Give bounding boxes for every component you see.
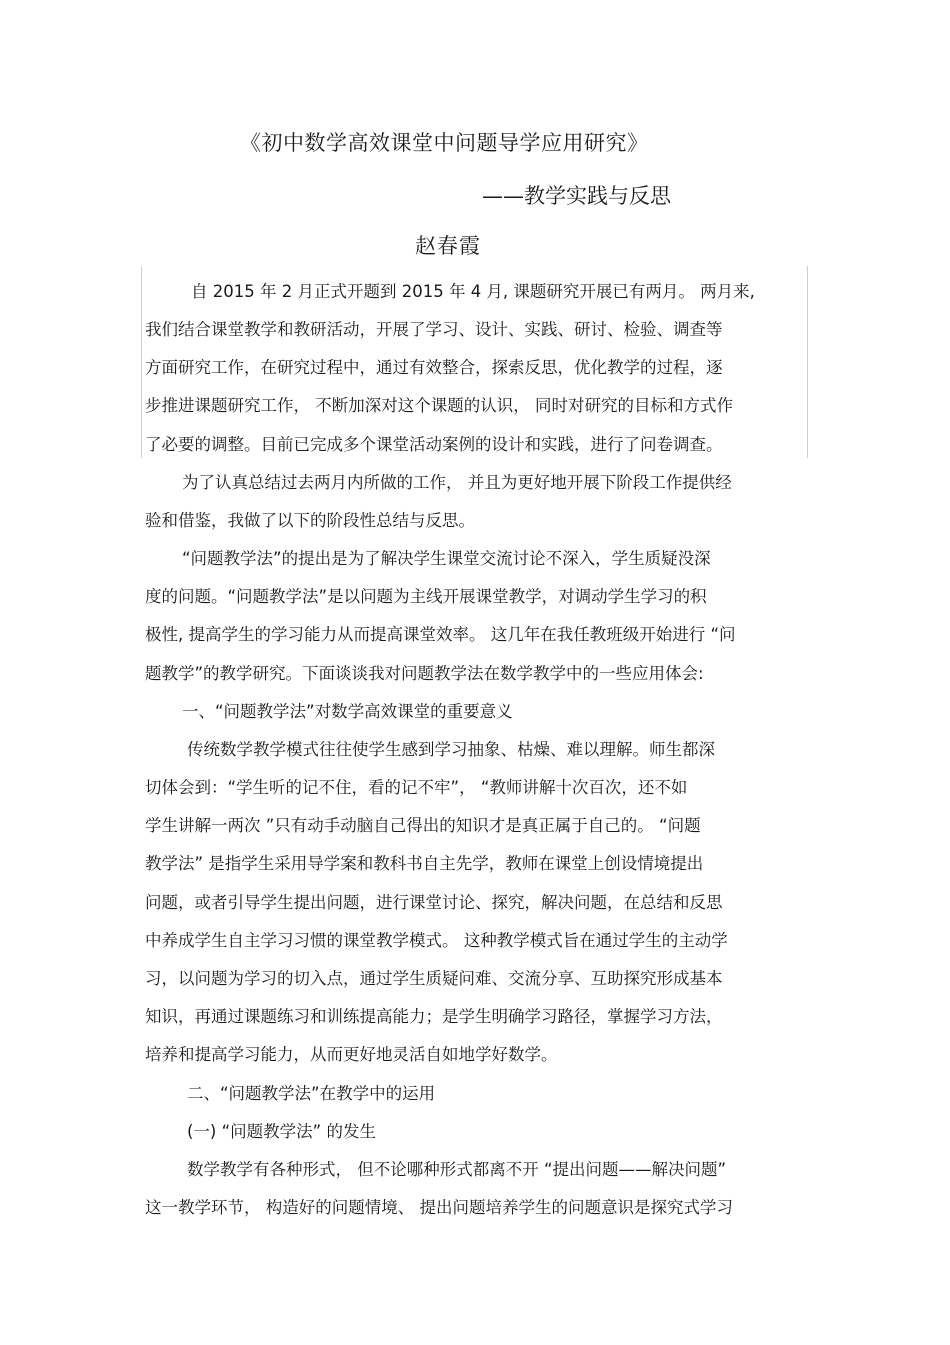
paragraph-line: 题教学”的教学研究。下面谈谈我对问题教学法在数学教学中的一些应用体会: [145, 664, 704, 683]
paragraph-line: 极性, 提高学生的学习能力从而提高课堂效率。 这几年在我任教班级开始进行 “问 [145, 625, 736, 644]
paragraph-line: 验和借鉴，我做了以下的阶段性总结与反思。 [145, 511, 475, 530]
paragraph-line: 我们结合课堂教学和教研活动，开展了学习、设计、实践、研讨、检验、调查等 [145, 320, 723, 339]
paragraph-line: 自 2015 年 2 月正式开题到 2015 年 4 月, 课题研究开展已有两月。 两月来, [191, 282, 755, 301]
paragraph-line: 培养和提高学习能力，从而更好地灵活自如地学好数学。 [145, 1045, 558, 1064]
paragraph-line: 知识，再通过课题练习和训练提高能力；是学生明确学习路径，掌握学习方法， [145, 1007, 723, 1026]
paragraph-line: 中养成学生自主学习习惯的课堂教学模式。 这种教学模式旨在通过学生的主动学 [145, 931, 728, 950]
margin-rule-left [141, 266, 142, 458]
subsection-heading: (一) “问题教学法” 的发生 [187, 1122, 376, 1141]
paragraph-line: “问题教学法”的提出是为了解决学生课堂交流讨论不深入，学生质疑没深 [182, 549, 711, 568]
document-subtitle: ——教学实践与反思 [482, 184, 671, 208]
paragraph-line: 传统数学教学模式往往使学生感到学习抽象、枯燥、难以理解。师生都深 [187, 740, 715, 759]
paragraph-line: 数学教学有各种形式， 但不论哪种形式都离不开 “提出问题——解决问题” [187, 1160, 727, 1179]
section-heading: 二、“问题教学法”在教学中的运用 [187, 1084, 436, 1103]
author-name: 赵春霞 [415, 234, 481, 258]
document-title: 《初中数学高效课堂中问题导学应用研究》 [240, 131, 649, 155]
paragraph-line: 学生讲解一两次 ”只有动手动脑自己得出的知识才是真正属于自己的。 “问题 [145, 816, 701, 835]
paragraph-line: 方面研究工作，在研究过程中，通过有效整合，探索反思，优化教学的过程，逐 [145, 358, 723, 377]
margin-rule-right [807, 266, 808, 458]
paragraph-line: 了必要的调整。目前已完成多个课堂活动案例的设计和实践，进行了问卷调查。 [145, 435, 723, 454]
paragraph-line: 度的问题。“问题教学法”是以问题为主线开展课堂教学，对调动学生学习的积 [145, 587, 707, 606]
paragraph-line: 切体会到：“学生听的记不住，看的记不牢”， “教师讲解十次百次，还不如 [145, 778, 688, 797]
paragraph-line: 为了认真总结过去两月内所做的工作， 并且为更好地开展下阶段工作提供经 [182, 473, 732, 492]
paragraph-line: 问题，或者引导学生提出问题，进行课堂讨论、探究，解决问题，在总结和反思 [145, 893, 723, 912]
paragraph-line: 步推进课题研究工作， 不断加深对这个课题的认识， 同时对研究的目标和方式作 [145, 396, 733, 415]
paragraph-line: 这一教学环节， 构造好的问题情境、 提出问题培养学生的问题意识是探究式学习 [145, 1198, 733, 1217]
paragraph-line: 教学法” 是指学生采用导学案和教科书自主先学，教师在课堂上创设情境提出 [145, 854, 704, 873]
section-heading: 一、“问题教学法”对数学高效课堂的重要意义 [182, 702, 513, 721]
paragraph-line: 习，以问题为学习的切入点，通过学生质疑问难、交流分享、互助探究形成基本 [145, 969, 723, 988]
